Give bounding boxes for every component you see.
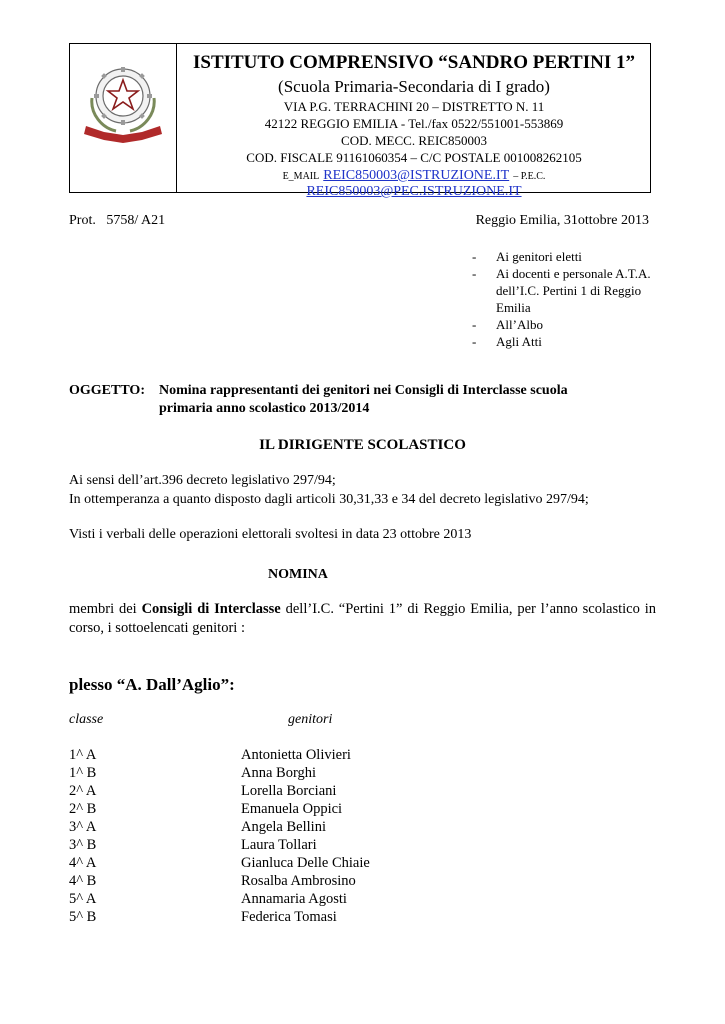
- table-row: 1^ B Anna Borghi: [69, 765, 317, 781]
- table-row: 2^ B Emanuela Oppici: [69, 801, 343, 817]
- premise-3: Visti i verbali delle operazioni elettorali svoltesi in data 23 ottobre 2013: [69, 527, 472, 542]
- recipient-text: All’Albo: [496, 317, 543, 332]
- pec-line: [177, 182, 651, 200]
- email-link[interactable]: REIC850003@ISTRUZIONE.IT: [323, 168, 510, 183]
- protocol-number: Prot. 5758/ A21: [69, 213, 166, 228]
- table-row: 4^ B Rosalba Ambrosino: [69, 873, 356, 889]
- page-title: IL DIRIGENTE SCOLASTICO: [259, 437, 466, 453]
- place-date: Reggio Emilia, 31ottobre 2013: [475, 213, 649, 228]
- subject-label: OGGETTO:: [69, 383, 145, 398]
- list-item: - Ai docenti e personale A.T.A. dell’I.C. Pertini 1 di Reggio Emilia: [472, 265, 662, 316]
- recipients-list: [472, 248, 662, 350]
- list-item: - All’Albo: [472, 317, 543, 332]
- premise-2: In ottemperanza a quanto disposto dagli articoli 30,31,33 e 34 del decreto legislativo 297/94;: [69, 492, 589, 507]
- school-type: (Scuola Primaria-Secondaria di I grado): [278, 77, 550, 96]
- premise-1: Ai sensi dell’art.396 decreto legislativo 297/94;: [69, 473, 336, 488]
- appointment-paragraph: membri dei Consigli di Interclasse dell’I.C. “Pertini 1” di Reggio Emilia, per l’anno scolastico in corso, i sottoelencati genitori :: [69, 601, 656, 636]
- recipient-text: Ai docenti e personale A.T.A. dell’I.C. Pertini 1 di Reggio Emilia: [496, 266, 651, 315]
- list-item: - Agli Atti: [472, 334, 542, 349]
- column-header-parents: genitori: [288, 712, 333, 727]
- table-row: 3^ A Angela Bellini: [69, 819, 326, 835]
- subject-line-1: Nomina rappresentanti dei genitori nei Consigli di Interclasse scuola: [159, 383, 568, 398]
- table-row: 5^ B Federica Tomasi: [69, 909, 337, 925]
- nomina-heading: NOMINA: [268, 567, 328, 582]
- school-name: ISTITUTO COMPRENSIVO “SANDRO PERTINI 1”: [192, 52, 635, 73]
- school-fiscal-code: COD. FISCALE 91161060354 – C/C POSTALE 001008262105: [246, 150, 582, 165]
- subject-line-2: primaria anno scolastico 2013/2014: [159, 401, 370, 416]
- plesso-heading: plesso “A. Dall’Aglio”:: [69, 675, 235, 694]
- table-row: 4^ A Gianluca Delle Chiaie: [69, 855, 370, 871]
- school-mecc-code: COD. MECC. REIC850003: [341, 133, 487, 148]
- column-header-class: classe: [69, 712, 104, 727]
- pec-label: – P.E.C.: [513, 171, 546, 182]
- recipient-text: Ai genitori eletti: [496, 249, 582, 264]
- table-row: 2^ A Lorella Borciani: [69, 783, 337, 799]
- table-row: 5^ A Annamaria Agosti: [69, 891, 347, 907]
- italian-republic-emblem-icon: [78, 56, 168, 146]
- list-item: - Ai genitori eletti: [472, 249, 582, 264]
- pec-link[interactable]: REIC850003@PEC.ISTRUZIONE.IT: [306, 184, 522, 199]
- school-address: VIA P.G. TERRACHINI 20 – DISTRETTO N. 11: [283, 99, 545, 114]
- email-label: E_MAIL: [282, 171, 320, 182]
- table-row: 3^ B Laura Tollari: [69, 837, 317, 853]
- letterhead: [69, 43, 651, 199]
- table-row: 1^ A Antonietta Olivieri: [69, 747, 351, 763]
- school-city-phone: 42122 REGGIO EMILIA - Tel./fax 0522/551001-553869: [264, 116, 564, 131]
- recipient-text: Agli Atti: [496, 334, 542, 349]
- appointment-bold: Consigli di Interclasse: [141, 601, 281, 617]
